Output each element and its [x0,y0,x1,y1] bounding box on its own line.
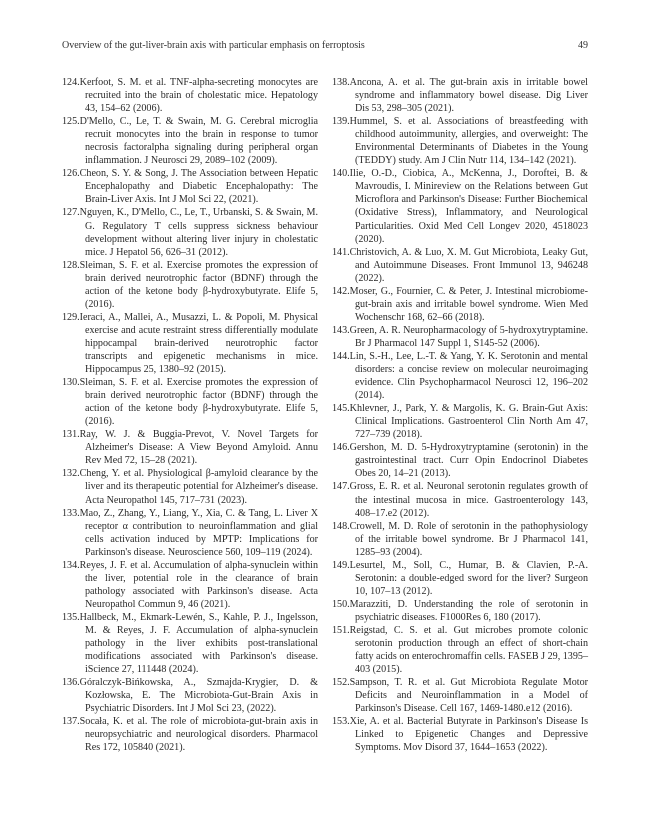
reference-text: Lin, S.-H., Lee, L.-T. & Yang, Y. K. Serotonin and mental disorders: a concise review on molecular neuroimaging evidence. Clin Psychopharmacol Neurosci 12, 196–202 (2014). [349,350,588,402]
reference-text: Hummel, S. et al. Associations of breastfeeding with childhood autoimmunity, allergies, and overweight: The Environmental Determinants of Diabetes in the Young (TEDDY) study. Am J Clin Nutr 114, 134–142 (2021). [349,116,588,167]
reference-column-right [332,76,588,754]
reference-number: 147. [332,481,350,493]
reference-number: 140. [332,168,350,180]
running-title: Overview of the gut-liver-brain axis with particular emphasis on ferroptosis [62,40,365,51]
reference-entry [62,507,318,559]
reference-text: D'Mello, C., Le, T. & Swain, M. G. Cerebral microglia recruit monocytes into the brain in response to tumor necrosis factoralpha signaling during peripheral organ inflammation. J Neurosci 29, 2089–102 (2009). [79,116,318,167]
reference-column-left [62,76,318,754]
reference-number: 148. [332,520,350,532]
reference-entry [62,76,318,115]
reference-text: Ilie, O.-D., Ciobica, A., McKenna, J., Doroftei, B. & Mavroudis, I. Minireview on the Relations between Gut Microflora and Parkinson's Disease: Further Biochemical (Oxidative Stress), Inflammatory, and Neurological Particularities. Oxid Med Cell Longev 2020, 4518023 (2020). [349,168,588,245]
reference-entry [62,715,318,754]
reference-number: 135. [62,611,80,623]
reference-text: Marazziti, D. Understanding the role of serotonin in psychiatric diseases. F1000Res 6, 180 (2017). [349,598,588,623]
reference-entry [62,428,318,467]
reference-text: Green, A. R. Neuropharmacology of 5-hydroxytryptamine. Br J Pharmacol 147 Suppl 1, S145-52 (2006). [349,324,588,349]
reference-entry [62,259,318,311]
reference-text: Socała, K. et al. The role of microbiota-gut-brain axis in neuropsychiatric and neurological disorders. Pharmacol Res 172, 105840 (2021). [79,716,318,754]
reference-entry [62,167,318,206]
reference-number: 152. [332,677,350,689]
reference-number: 141. [332,246,350,258]
reference-text: Lesurtel, M., Soll, C., Humar, B. & Clavien, P.-A. Serotonin: a double-edged sword for the liver? Surgeon 10, 107–13 (2012). [349,559,588,597]
reference-entry [332,246,588,285]
reference-text: Sleiman, S. F. et al. Exercise promotes the expression of brain derived neurotrophic factor (BDNF) through the action of the ketone body β-hydroxybutyrate. Elife 5, (2016). [79,377,318,428]
reference-text: Hallbeck, M., Ekmark-Lewén, S., Kahle, P. J., Ingelsson, M. & Reyes, J. F. Accumulation of alpha-synuclein pathology in the liver exhibits post-translational modifications associated with Parkinson's disease. iScience 27, 111448 (2024). [79,611,318,676]
reference-entry [332,167,588,245]
reference-number: 132. [62,468,80,480]
reference-text: Xie, A. et al. Bacterial Butyrate in Parkinson's Disease Is Linked to Epigenetic Changes and Depressive Symptoms. Mov Disord 37, 1644–1653 (2022). [349,716,588,754]
reference-entry [332,324,588,350]
reference-text: Reyes, J. F. et al. Accumulation of alpha-synuclein within the liver, potential role in the clearance of brain pathology associated with Parkinson's disease. Acta Neuropathol Commun 9, 46 (2021). [79,559,318,610]
reference-entry [332,441,588,480]
reference-number: 128. [62,259,80,271]
reference-text: Ray, W. J. & Buggia-Prevot, V. Novel Targets for Alzheimer's Disease: A View Beyond Amyloid. Annu Rev Med 72, 15–28 (2021). [79,429,318,467]
reference-number: 134. [62,559,80,571]
reference-text: Ancona, A. et al. The gut-brain axis in irritable bowel syndrome and inflammatory bowel disease. Dig Liver Dis 53, 298–305 (2021). [349,77,588,115]
reference-number: 136. [62,677,80,689]
reference-number: 142. [332,285,350,297]
reference-number: 150. [332,598,350,610]
reference-text: Kerfoot, S. M. et al. TNF-alpha-secreting monocytes are recruited into the brain of cholestatic mice. Hepatology 43, 154–62 (2006). [79,77,318,115]
reference-text: Moser, G., Fournier, C. & Peter, J. Intestinal microbiome-gut-brain axis and irritable bowel syndrome. Wien Med Wochenschr 168, 62–66 (2018). [349,285,588,323]
reference-text: Khlevner, J., Park, Y. & Margolis, K. G. Brain-Gut Axis: Clinical Implications. Gastroenterol Clin North Am 47, 727–739 (2018). [349,403,588,441]
reference-number: 129. [62,311,80,323]
reference-number: 146. [332,442,350,454]
reference-text: Nguyen, K., D'Mello, C., Le, T., Urbanski, S. & Swain, M. G. Regulatory T cells suppress sickness behaviour development without altering liver injury in cholestatic mice. J Hepatol 56, 626–31 (2012). [79,207,318,258]
reference-text: Ieraci, A., Mallei, A., Musazzi, L. & Popoli, M. Physical exercise and acute restraint stress differentially modulate hippocampal brain-derived neurotrophic factor transcripts and epigenetic mechanisms in mice. Hippocampus 25, 1380–92 (2015). [79,311,318,376]
reference-entry [62,676,318,715]
reference-text: Christovich, A. & Luo, X. M. Gut Microbiota, Leaky Gut, and Autoimmune Diseases. Front Immunol 13, 946248 (2022). [349,246,588,284]
reference-number: 151. [332,624,350,636]
reference-entry [62,311,318,376]
reference-text: Gershon, M. D. 5-Hydroxytryptamine (serotonin) in the gastrointestinal tract. Curr Opin Endocrinol Diabetes Obes 20, 14–21 (2013). [349,442,588,480]
reference-entry [62,376,318,428]
reference-entry [332,598,588,624]
reference-number: 138. [332,77,350,88]
reference-text: Sampson, T. R. et al. Gut Microbiota Regulate Motor Deficits and Neuroinflammation in a Model of Parkinson's Disease. Cell 167, 1469-1480.e12 (2016). [349,677,588,715]
reference-text: Góralczyk-Bińkowska, A., Szmajda-Krygier, D. & Kozłowska, E. The Microbiota-Gut-Brain Axis in Psychiatric Disorders. Int J Mol Sci 23, (2022). [79,677,318,715]
reference-entry [332,402,588,441]
reference-number: 144. [332,350,350,362]
reference-number: 131. [62,429,80,441]
reference-entry [332,115,588,167]
reference-entry [332,624,588,676]
reference-text: Reigstad, C. S. et al. Gut microbes promote colonic serotonin production through an effect of short-chain fatty acids on enterochromaffin cells. FASEB J 29, 1395–403 (2015). [349,624,588,676]
page-number: 49 [578,40,588,51]
reference-entry [62,611,318,676]
reference-entry [332,350,588,402]
reference-number: 145. [332,403,350,415]
reference-number: 133. [62,507,80,519]
reference-entry [332,480,588,519]
reference-entry [332,76,588,115]
reference-number: 143. [332,324,350,336]
reference-number: 137. [62,716,80,728]
reference-entry [62,206,318,258]
reference-text: Cheon, S. Y. & Song, J. The Association between Hepatic Encephalopathy and Diabetic Encephalopathy: The Brain-Liver Axis. Int J Mol Sci 22, (2021). [79,168,318,206]
reference-entry [332,285,588,324]
reference-entry [332,676,588,715]
reference-number: 124. [62,77,80,88]
reference-text: Crowell, M. D. Role of serotonin in the pathophysiology of the irritable bowel syndrome. Br J Pharmacol 141, 1285–93 (2004). [349,520,588,558]
reference-entry [332,520,588,559]
reference-number: 149. [332,559,350,571]
reference-entry [62,115,318,167]
reference-number: 130. [62,377,80,389]
reference-number: 139. [332,116,350,128]
reference-number: 125. [62,116,80,128]
reference-text: Mao, Z., Zhang, Y., Liang, Y., Xia, C. & Tang, L. Liver X receptor α contribution to neuroinflammation and glial cells activation induced by MPTP: Implications for Parkinson's disease. Neuroscience 560, 109–119 (2024). [79,507,318,558]
reference-entry [62,559,318,611]
reference-number: 153. [332,716,350,728]
reference-text: Gross, E. R. et al. Neuronal serotonin regulates growth of the intestinal mucosa in mice. Gastroenterology 143, 408–17.e2 (2012). [349,481,588,519]
reference-text: Cheng, Y. et al. Physiological β-amyloid clearance by the liver and its therapeutic potential for Alzheimer's disease. Acta Neuropathol 145, 717–731 (2023). [79,468,318,506]
reference-entry [62,467,318,506]
reference-entry [332,559,588,598]
reference-entry [332,715,588,754]
reference-number: 126. [62,168,80,180]
reference-number: 127. [62,207,80,219]
reference-text: Sleiman, S. F. et al. Exercise promotes the expression of brain derived neurotrophic factor (BDNF) through the action of the ketone body β-hydroxybutyrate. Elife 5, (2016). [79,259,318,310]
